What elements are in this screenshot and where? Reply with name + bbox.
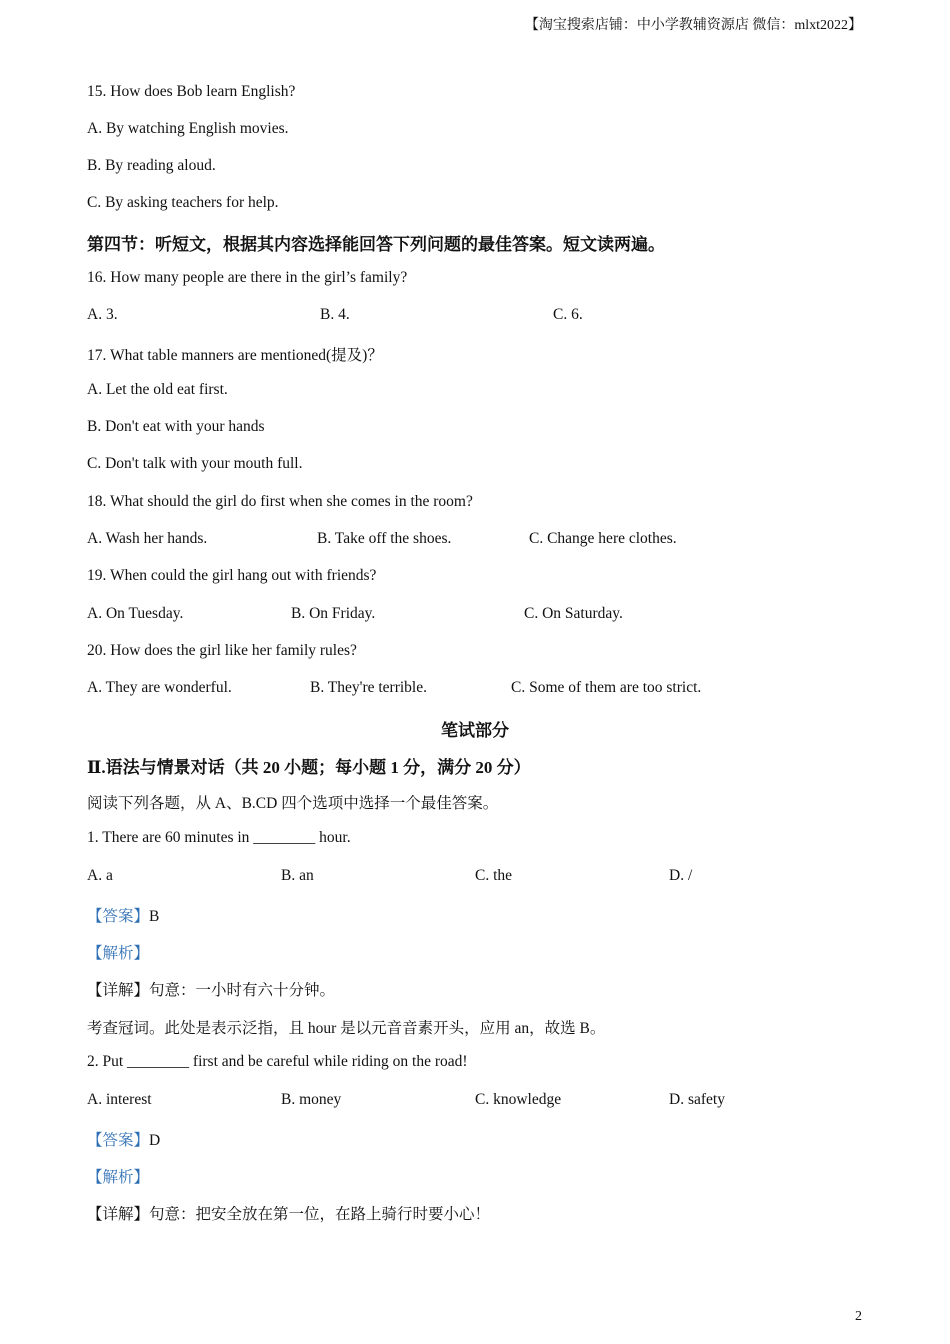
g2-answer [87, 1128, 160, 1150]
written-part-title: 笔试部分 [441, 721, 509, 740]
answer-tag: 【答案】 [87, 1132, 150, 1149]
q19-option-b: B. On Friday. [291, 605, 376, 622]
g2-analysis-tag: 【解析】 [87, 1169, 150, 1186]
answer-value: B [149, 908, 160, 925]
g1-answer [87, 904, 159, 926]
grammar-question-2: 2. Put ________ first and be careful while riding on the road! [87, 1053, 468, 1070]
g2-option-b: B. money [281, 1091, 342, 1108]
g1-option-a: A. a [87, 867, 113, 884]
q15-option-b: B. By reading aloud. [87, 157, 216, 174]
detail-text: 句意：一小时有六十分钟。 [149, 982, 336, 999]
answer-tag: 【答案】 [87, 908, 150, 925]
q18-option-c: C. Change here clothes. [529, 530, 677, 547]
detail-text: 句意：把安全放在第一位，在路上骑行时要小心！ [149, 1206, 491, 1223]
q20-option-c: C. Some of them are too strict. [511, 679, 702, 696]
q18-option-a: A. Wash her hands. [87, 530, 208, 547]
g1-analysis-tag: 【解析】 [87, 945, 150, 962]
g2-option-c: C. knowledge [475, 1091, 562, 1108]
question-15: 15. How does Bob learn English? [87, 83, 296, 100]
detail-tag: 【详解】 [87, 1206, 150, 1223]
detail-tag: 【详解】 [87, 982, 150, 999]
question-17: 17. What table manners are mentioned(提及)？ [87, 347, 383, 364]
question-16: 16. How many people are there in the girl’s family? [87, 269, 408, 286]
q19-option-a: A. On Tuesday. [87, 605, 184, 622]
q19-option-c: C. On Saturday. [524, 605, 623, 622]
q20-option-b: B. They're terrible. [310, 679, 427, 696]
g2-detail [87, 1202, 490, 1224]
section-4-heading: 第四节：听短文，根据其内容选择能回答下列问题的最佳答案。短文读两遍。 [87, 235, 665, 254]
g1-detail [87, 978, 335, 1000]
page-number: 2 [855, 1309, 862, 1324]
q15-option-c: C. By asking teachers for help. [87, 194, 279, 211]
question-20: 20. How does the girl like her family rules? [87, 642, 357, 659]
q20-option-a: A. They are wonderful. [87, 679, 232, 696]
q17-option-b: B. Don't eat with your hands [87, 418, 265, 435]
grammar-question-1: 1. There are 60 minutes in ________ hour. [87, 829, 351, 846]
q16-option-c: C. 6. [553, 306, 583, 323]
page-header: 【淘宝搜索店铺：中小学教辅资源店 微信：mlxt2022】 [524, 18, 862, 33]
g1-option-d: D. / [669, 867, 693, 884]
answer-value: D [149, 1132, 161, 1149]
question-18: 18. What should the girl do first when she comes in the room? [87, 493, 473, 510]
q17-option-a: A. Let the old eat first. [87, 381, 228, 398]
q17-option-c: C. Don't talk with your mouth full. [87, 455, 303, 472]
q16-option-b: B. 4. [320, 306, 350, 323]
part-2-instruction: 阅读下列各题，从 A、B.CD 四个选项中选择一个最佳答案。 [87, 795, 499, 812]
q18-option-b: B. Take off the shoes. [317, 530, 452, 547]
g1-option-b: B. an [281, 867, 314, 884]
g2-option-d: D. safety [669, 1091, 725, 1108]
q15-option-a: A. By watching English movies. [87, 120, 289, 137]
q16-option-a: A. 3. [87, 306, 118, 323]
question-19: 19. When could the girl hang out with friends? [87, 567, 377, 584]
g2-option-a: A. interest [87, 1091, 152, 1108]
g1-explanation: 考查冠词。此处是表示泛指，且 hour 是以元音音素开头，应用 an，故选 B。 [87, 1020, 606, 1037]
g1-option-c: C. the [475, 867, 513, 884]
part-2-heading: Ⅱ.语法与情景对话（共 20 小题；每小题 1 分，满分 20 分） [87, 758, 531, 777]
